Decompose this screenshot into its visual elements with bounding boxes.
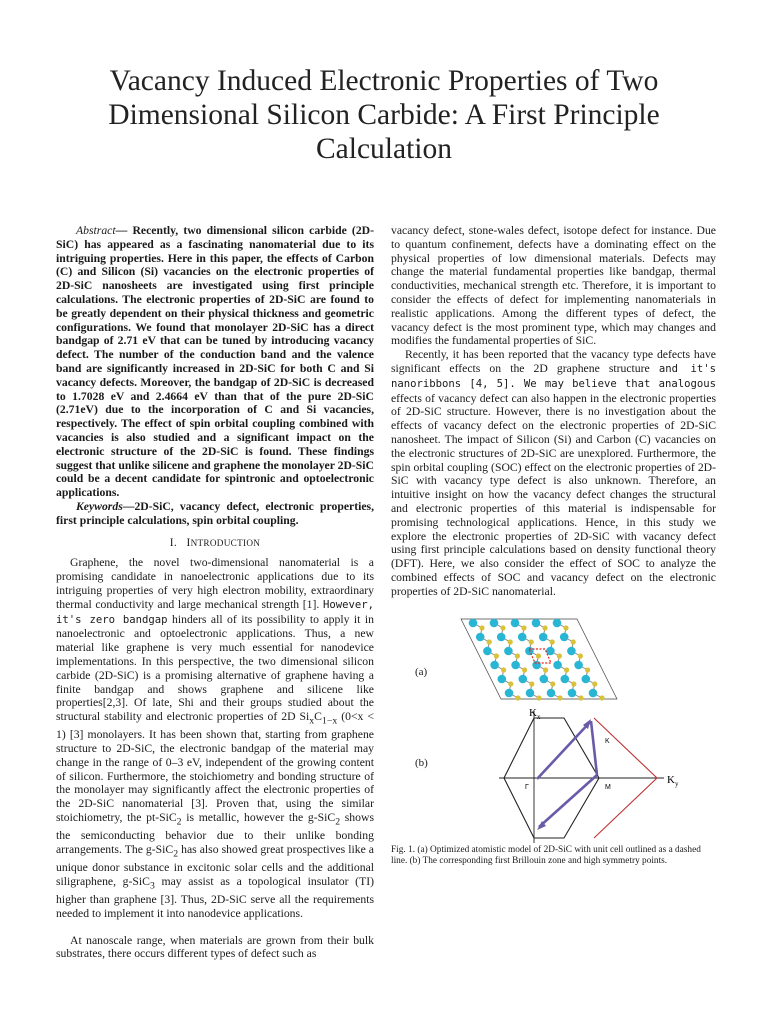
silicon-atom	[532, 618, 541, 627]
carbon-atom	[529, 639, 534, 644]
intro-p4-text-c: effects of vacancy defect can also happen in the electronic properties of 2D-SiC structure. However, there is no investigation about the effects of vacancy defect on the electronic properties of 2D-SiC nanosheet. The impact of Silicon (Si) and Carbon (C) vacancies on the electronic structures of 2D-SiC are unexplored. Furthermore, the spin orbital coupling (SOC) effect on the electronic properties of 2D-SiC with vacancy type defect is also unknown. Therefore, an intuitive insight on how the vacancy defect changes the structural and electronic properties of this material is indispensable for promising technological applications. Hence, in this study we explore the electronic properties of 2D-SiC with vacancy defect using first principle calculations based on density functional theory (DFT). Here, we also consider the effect of SOC to analyze the combined effects of SOC and vacancy defect on the electronic properties of 2D-SiC nanomaterial.	[391, 391, 716, 598]
silicon-atom	[483, 646, 492, 655]
silicon-atom	[497, 632, 506, 641]
silicon-atom	[539, 632, 548, 641]
silicon-atom	[518, 632, 527, 641]
carbon-atom	[542, 625, 547, 630]
carbon-atom	[479, 625, 484, 630]
intro-p1-text-c: hinders all of its possibility to apply it in nanoelectronic and optoelectronic applications. Thus, a new material like graphene is very much essential for nanodevice implementations. In this perspective, the two dimensional silicon carbide (2D-SiC) is a promising alternative of graphene having a finite bandgap and shows graphene and silicene like properties[2,3]. Of late, Shi and their groups studied about the structural stability and electronic properties of 2D Si	[56, 612, 374, 724]
intro-p1-sub-x: x	[309, 715, 315, 727]
carbon-atom	[571, 639, 576, 644]
silicon-atom	[511, 618, 520, 627]
intro-p1-text-f: shows the semiconducting behavior due to their unlike bonding arrangements. The g-SiC	[56, 811, 374, 856]
silicon-atom	[505, 688, 514, 697]
carbon-atom	[578, 695, 583, 700]
carbon-atom	[578, 653, 583, 658]
carbon-atom	[515, 653, 520, 658]
intro-p4-text-b: and it's nanoribbons [4, 5]. We may believe that analogous	[391, 362, 716, 390]
intro-p1-text-d: (0<x < 1) [3] monolayers. It has been shown that, starting from graphene structure to 2D-SiC, the electronic bandgap of the material may change in the range of 0–3 eV, independent of the growing content of silicon. Furthermore, the stoichiometry and bonding structure of the monolayer may significantly affect the electronic properties of the 2D-SiC nanomaterial [3]. Proven that, using the similar stoichiometry, the pt-SiC	[56, 710, 374, 824]
carbon-atom	[529, 681, 534, 686]
carbon-atom	[515, 695, 520, 700]
intro-p1-sub-2c: 2	[173, 848, 179, 860]
carbon-atom	[501, 667, 506, 672]
carbon-atom	[522, 667, 527, 672]
intro-p1-text-h: may assist as a topological insulator (TI) higher than graphene [3]. Thus, 2D-SiC serve all the requirements needed to implement it into nanodevice applications.	[56, 874, 374, 920]
ky-arrow-line	[594, 718, 657, 778]
abstract	[56, 224, 374, 500]
silicon-atom	[582, 674, 591, 683]
silicon-atom	[532, 660, 541, 669]
intro-paragraph-3: vacancy defect, stone-wales defect, isotope defect for instance. Due to quantum confinement, defects have a dominating effect on the physical properties of low dimensional materials. Defects may change the material fundamental properties like bandgap, thermal conductivities, mechanical strength etc. Therefore, it is important to consider the effects of defect for implementing nanomaterials in realistic applications. Among the different types of defect, the vacancy defect is the most prominent type, which may changes and modifies the fundamental properties of SiC.	[391, 224, 716, 348]
intro-p1-sub-2a: 2	[176, 816, 182, 828]
paper-title: Vacancy Induced Electronic Properties of Two Dimensional Silicon Carbide: A First Principle Calculation	[108, 65, 660, 165]
carbon-atom	[599, 695, 604, 700]
intro-p1-sub-3: 3	[149, 880, 155, 892]
silicon-atom	[568, 688, 577, 697]
k-point-label: K	[605, 737, 610, 745]
silicon-atom	[553, 660, 562, 669]
carbon-atom	[585, 667, 590, 672]
paragraph-gap	[56, 921, 374, 934]
section-title-rest: NTRODUCTION	[190, 537, 261, 548]
carbon-atom	[592, 681, 597, 686]
silicon-atom	[476, 632, 485, 641]
m-gamma-arrow	[539, 775, 597, 827]
intro-p1-sub-1x: 1−x	[321, 715, 338, 727]
intro-paragraph-1	[56, 556, 374, 920]
intro-p1-text-g: has also showed great prospectives like a unique donor substance in excitonic solar cells and the additional siligraphene, g-SiC	[56, 842, 374, 888]
silicon-atom	[567, 646, 576, 655]
silicon-atom	[504, 646, 513, 655]
section-numeral: I.	[169, 536, 178, 549]
silicon-atom	[526, 688, 535, 697]
right-column	[391, 224, 716, 867]
keywords-body: 2D-SiC, vacancy defect, electronic properties, first principle calculations, spin orbital coupling.	[56, 499, 374, 527]
carbon-atom	[571, 681, 576, 686]
carbon-atom	[536, 653, 541, 658]
section-title-initial: I	[186, 536, 191, 549]
figure-1-caption: Fig. 1. (a) Optimized atomistic model of 2D-SiC with unit cell outlined as a dashed line. (b) The corresponding first Brillouin zone and high symmetry points.	[391, 844, 701, 866]
supercell-outline	[461, 619, 617, 699]
carbon-atom	[494, 653, 499, 658]
intro-p1-text-c2: C	[314, 710, 322, 724]
keywords-label: Keywords	[76, 499, 123, 513]
intro-p4-text-a: Recently, it has been reported that the vacancy type defects have significant effects on the 2D graphene structure	[391, 348, 716, 375]
silicon-atom	[547, 688, 556, 697]
carbon-atom	[521, 625, 526, 630]
silicon-atom	[540, 674, 549, 683]
lattice-bonds	[473, 623, 602, 698]
ky-arrow-line-2	[594, 778, 657, 838]
silicon-atom	[490, 618, 499, 627]
ky-label: $K_y$	[667, 773, 679, 788]
silicon-atom	[553, 618, 562, 627]
silicon-atom	[490, 660, 499, 669]
m-point-label: M	[605, 783, 611, 791]
kx-label: $K_x$	[529, 706, 541, 721]
abstract-label: Abstract	[76, 224, 116, 237]
intro-paragraph-4	[391, 348, 716, 598]
carbon-atom	[550, 681, 555, 686]
carbon-atom	[550, 639, 555, 644]
keywords	[56, 500, 374, 528]
silicon-atom	[560, 632, 569, 641]
silicon-atom	[498, 674, 507, 683]
brillouin-zone-diagram	[479, 707, 709, 847]
carbon-atom	[508, 681, 513, 686]
intro-p1-text-e: is metallic, however the g-SiC	[181, 811, 336, 824]
abstract-body: Recently, two dimensional silicon carbide (2D-SiC) has appeared as a fascinating nanomaterial due to its intriguing properties. Here in this paper, the effects of Carbon (C) and Silicon (Si) vacancies on the electronic properties of 2D-SiC nanosheets are investigated using first principle calculations. The electronic properties of 2D-SiC are found to be greatly dependent on their physical thickness and geometric configurations. We found that monolayer 2D-SiC has a direct bandgap of 2.71 eV that can be tuned by introducing vacancy defect. The number of the conduction band and the valence band are significantly increased in 2D-SiC for both C and Si vacancy defects. Moreover, the bandgap of 2D-SiC is decreased to 1.7028 eV and 2.4664 eV than that of the pure 2D-SiC (2.71eV) due to the incorporation of C and Si vacancies, respectively. The effect of spin orbital coupling combined with vacancies is also studied and a significant impact on the electronic structure of the 2D-SiC is found. These findings suggest that unlike silicene and graphene the monolayer 2D-SiC could be a decent candidate for spintronic and optoelectronic applications.	[56, 224, 374, 500]
section-heading-introduction	[56, 537, 374, 551]
carbon-atom	[564, 667, 569, 672]
intro-p1-sub-2b: 2	[335, 816, 341, 828]
figure-label-b: (b)	[415, 756, 428, 769]
left-column	[56, 224, 374, 961]
carbon-atom	[563, 625, 568, 630]
gamma-point-label: Γ	[525, 783, 529, 791]
silicon-atom	[469, 618, 478, 627]
carbon-atom	[557, 653, 562, 658]
intro-p1-text-a: Graphene, the novel two-dimensional nanomaterial is a promising candidate in nanoelectronic applications due to its intriguing properties of very high electron mobility, extraordinary thermal conductivity and large mechanical strength [1].	[56, 556, 374, 611]
abstract-dash: —	[115, 224, 128, 237]
silicon-atom	[589, 688, 598, 697]
intro-p1-text-b: However, it's zero bandgap	[56, 598, 374, 626]
carbon-atom	[557, 695, 562, 700]
atomistic-model-image	[459, 611, 619, 706]
carbon-atom	[536, 695, 541, 700]
figure-label-a: (a)	[415, 665, 428, 678]
carbon-atom	[543, 667, 548, 672]
silicon-atom	[511, 660, 520, 669]
intro-paragraph-2: At nanoscale range, when materials are grown from their bulk substrates, there occurs different types of defect such as	[56, 933, 374, 961]
carbon-atom	[500, 625, 505, 630]
silicon-atom	[519, 674, 528, 683]
carbon-atom	[487, 639, 492, 644]
silicon-atom	[561, 674, 570, 683]
silicon-atom	[574, 660, 583, 669]
carbon-atom	[508, 639, 513, 644]
figure-1	[391, 611, 716, 843]
keywords-dash: —	[122, 499, 135, 513]
